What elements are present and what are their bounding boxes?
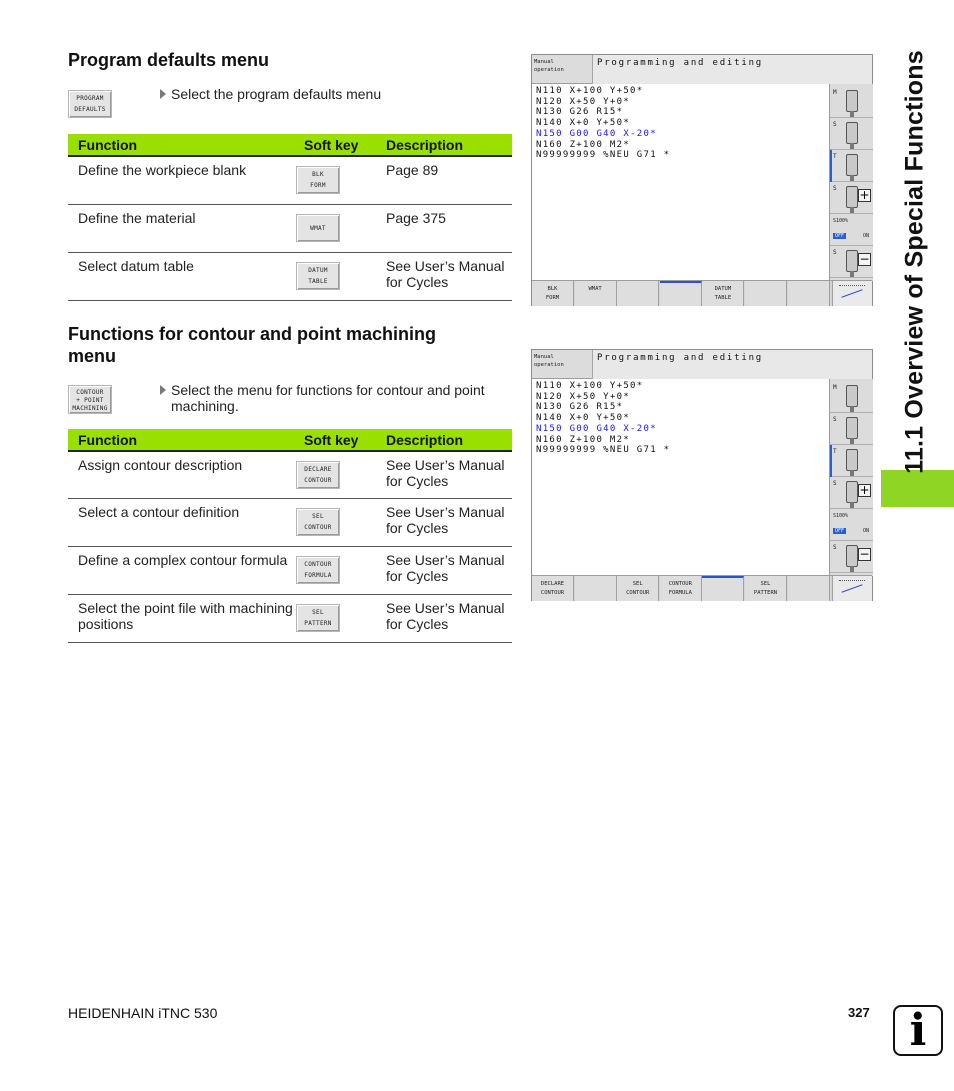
instruction-contour-point: Select the menu for functions for contour and point machining. bbox=[160, 382, 510, 414]
tool-icon bbox=[846, 90, 858, 112]
blk-form-softkey[interactable]: BLK FORM bbox=[296, 166, 340, 194]
nc-program bbox=[536, 381, 670, 456]
contour-point-table bbox=[68, 429, 512, 643]
screen-softkey[interactable] bbox=[575, 576, 617, 601]
description-cell: See User’s Manual for Cycles bbox=[376, 451, 512, 498]
side-softkey[interactable]: M bbox=[830, 86, 873, 118]
contour-point-machining-softkey[interactable]: CONTOUR + POINT MACHINING bbox=[68, 385, 112, 414]
side-softkey[interactable]: T bbox=[830, 150, 873, 182]
page-number: 327 bbox=[848, 1005, 870, 1020]
header-softkey: Soft key bbox=[294, 429, 376, 451]
on-label: ON bbox=[862, 233, 869, 239]
screen-softkey[interactable] bbox=[745, 281, 787, 306]
side-softkey-panel bbox=[829, 379, 873, 576]
declare-contour-softkey[interactable]: DECLARE CONTOUR bbox=[296, 461, 340, 489]
nc-block: N150 G00 G40 X-20* bbox=[536, 128, 657, 139]
header-description: Description bbox=[376, 429, 512, 451]
screen-header bbox=[532, 55, 872, 84]
tnc-screen-contour-point bbox=[531, 349, 873, 601]
mode-label: Manual operation bbox=[534, 354, 564, 368]
plus-icon: + bbox=[859, 188, 870, 202]
table-row bbox=[68, 451, 512, 498]
side-softkey-panel bbox=[829, 84, 873, 281]
function-cell: Select the point file with machining positions bbox=[68, 594, 294, 642]
description-cell: See User’s Manual for Cycles bbox=[376, 594, 512, 642]
function-cell: Define a complex contour formula bbox=[68, 546, 294, 594]
off-label: OFF bbox=[835, 233, 845, 239]
wmat-softkey[interactable]: WMAT bbox=[296, 214, 340, 242]
screen-title: Programming and editing bbox=[592, 350, 872, 379]
side-softkey[interactable]: S100% OFF ON bbox=[830, 509, 873, 541]
screen-softkey[interactable] bbox=[660, 281, 702, 306]
minus-icon: − bbox=[859, 547, 870, 561]
sel-contour-softkey[interactable]: SEL CONTOUR bbox=[296, 508, 340, 536]
tool-icon bbox=[846, 186, 858, 208]
screen-softkey[interactable]: CONTOUR FORMULA bbox=[660, 576, 702, 601]
screen-softkey[interactable]: DECLARE CONTOUR bbox=[532, 576, 574, 601]
selection-marker bbox=[830, 150, 832, 182]
tool-icon bbox=[846, 481, 858, 503]
sel-pattern-softkey[interactable]: SEL PATTERN bbox=[296, 604, 340, 632]
screen-title: Programming and editing bbox=[592, 55, 872, 84]
function-cell: Define the workpiece blank bbox=[68, 156, 294, 204]
description-cell: Page 89 bbox=[376, 156, 512, 204]
screen-softkey[interactable] bbox=[617, 281, 659, 306]
nc-block: N120 X+50 Y+0* bbox=[536, 96, 631, 107]
feed-override-icon bbox=[832, 281, 872, 306]
tool-icon bbox=[846, 154, 858, 176]
side-softkey[interactable]: S − bbox=[830, 246, 873, 278]
nc-block: N160 Z+100 M2* bbox=[536, 139, 631, 150]
nc-block: N110 X+100 Y+50* bbox=[536, 86, 644, 96]
datum-table-softkey[interactable]: DATUM TABLE bbox=[296, 262, 340, 290]
function-cell: Define the material bbox=[68, 204, 294, 252]
screen-softkey[interactable]: SEL CONTOUR bbox=[617, 576, 659, 601]
side-softkey[interactable]: S + bbox=[830, 182, 873, 214]
table-row bbox=[68, 156, 512, 204]
nc-block: N140 X+0 Y+50* bbox=[536, 118, 631, 129]
footer-product: HEIDENHAIN iTNC 530 bbox=[68, 1005, 218, 1021]
nc-block: N110 X+100 Y+50* bbox=[536, 381, 644, 391]
table-row bbox=[68, 252, 512, 300]
nc-block: N130 G26 R15* bbox=[536, 402, 624, 413]
nc-block: N99999999 %NEU G71 * bbox=[536, 445, 671, 456]
arrow-right-icon bbox=[160, 385, 166, 395]
screen-softkey[interactable] bbox=[702, 576, 744, 601]
description-cell: See User’s Manual for Cycles bbox=[376, 252, 512, 300]
nc-block: N160 Z+100 M2* bbox=[536, 434, 631, 445]
section-heading-contour-point: Functions for contour and point machining menu bbox=[68, 324, 436, 366]
header-softkey: Soft key bbox=[294, 134, 376, 156]
nc-program bbox=[536, 86, 670, 161]
screen-softkey[interactable]: SEL PATTERN bbox=[745, 576, 787, 601]
side-softkey[interactable]: S100% OFF ON bbox=[830, 214, 873, 246]
program-defaults-softkey[interactable]: PROGRAM DEFAULTS bbox=[68, 90, 112, 118]
chapter-tab bbox=[881, 470, 954, 507]
tool-icon bbox=[846, 250, 858, 272]
header-function: Function bbox=[68, 134, 294, 156]
header-description: Description bbox=[376, 134, 512, 156]
minus-icon: − bbox=[859, 252, 870, 266]
nc-block: N140 X+0 Y+50* bbox=[536, 413, 631, 424]
side-softkey[interactable]: S bbox=[830, 118, 873, 150]
feed-override-icon bbox=[832, 576, 872, 601]
chapter-title: 11.1 Overview of Special Functions bbox=[900, 50, 929, 474]
tnc-screen-program-defaults bbox=[531, 54, 873, 306]
screen-softkey[interactable]: BLK FORM bbox=[532, 281, 574, 306]
description-cell: See User’s Manual for Cycles bbox=[376, 498, 512, 546]
side-softkey[interactable]: M bbox=[830, 381, 873, 413]
screen-softkey[interactable]: WMAT bbox=[575, 281, 617, 306]
contour-formula-softkey[interactable]: CONTOUR FORMULA bbox=[296, 556, 340, 584]
plus-icon: + bbox=[859, 483, 870, 497]
screen-softkey[interactable]: DATUM TABLE bbox=[702, 281, 744, 306]
function-cell: Select datum table bbox=[68, 252, 294, 300]
nc-block: N130 G26 R15* bbox=[536, 107, 624, 118]
nc-block: N150 G00 G40 X-20* bbox=[536, 423, 657, 434]
header-function: Function bbox=[68, 429, 294, 451]
function-cell: Assign contour description bbox=[68, 451, 294, 498]
function-cell: Select a contour definition bbox=[68, 498, 294, 546]
description-cell: Page 375 bbox=[376, 204, 512, 252]
tool-icon bbox=[846, 449, 858, 471]
off-label: OFF bbox=[835, 528, 845, 534]
tool-icon bbox=[846, 122, 858, 144]
section-heading-program-defaults: Program defaults menu bbox=[68, 50, 270, 70]
arrow-right-icon bbox=[160, 89, 166, 99]
side-softkey[interactable]: S − bbox=[830, 541, 873, 573]
info-icon: i bbox=[893, 1005, 943, 1056]
softkey-bar bbox=[532, 280, 872, 306]
selection-marker bbox=[830, 445, 832, 477]
nc-block: N99999999 %NEU G71 * bbox=[536, 150, 671, 161]
instruction-program-defaults: Select the program defaults menu bbox=[160, 86, 400, 102]
mode-label: Manual operation bbox=[534, 59, 564, 73]
program-defaults-table bbox=[68, 134, 512, 301]
table-row bbox=[68, 204, 512, 252]
description-cell: See User’s Manual for Cycles bbox=[376, 546, 512, 594]
on-label: ON bbox=[862, 528, 869, 534]
side-softkey[interactable]: T bbox=[830, 445, 873, 477]
screen-softkey[interactable] bbox=[788, 281, 830, 306]
screen-header bbox=[532, 350, 872, 379]
table-row bbox=[68, 594, 512, 642]
tool-icon bbox=[846, 385, 858, 407]
side-softkey[interactable]: S bbox=[830, 413, 873, 445]
side-softkey[interactable]: S + bbox=[830, 477, 873, 509]
tool-icon bbox=[846, 417, 858, 439]
tool-icon bbox=[846, 545, 858, 567]
table-row bbox=[68, 498, 512, 546]
softkey-bar bbox=[532, 575, 872, 601]
table-row bbox=[68, 546, 512, 594]
screen-softkey[interactable] bbox=[788, 576, 830, 601]
nc-block: N120 X+50 Y+0* bbox=[536, 391, 631, 402]
